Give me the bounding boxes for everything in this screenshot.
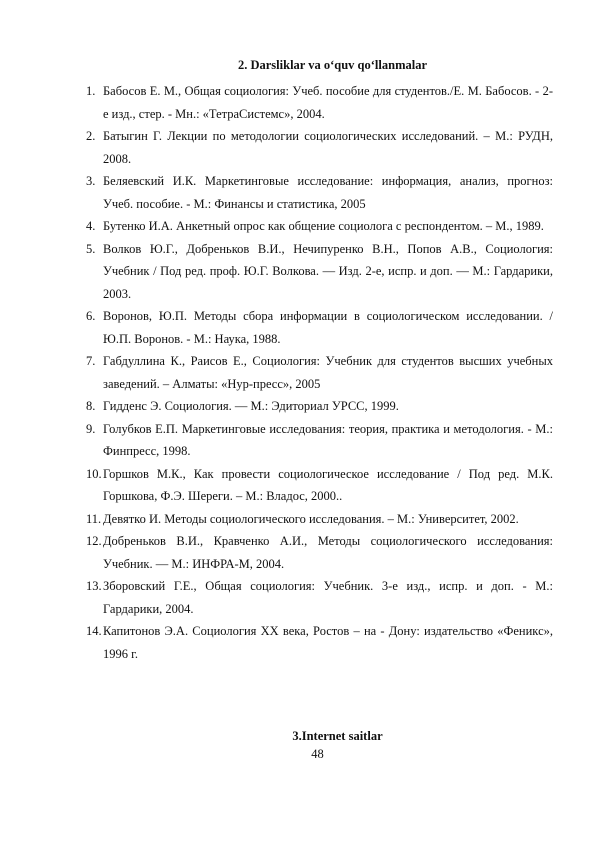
reference-text: Девятко И. Методы социологического исследования. – М.: Университет, 2002. xyxy=(103,511,519,526)
reference-text: Бабосов Е. М., Общая социология: Учеб. пособие для студентов./Е. М. Бабосов. - 2-е изд., стер. - Мн.: «ТетраСистемс», 2004. xyxy=(103,84,553,121)
reference-item xyxy=(86,463,553,508)
reference-text: Бутенко И.А. Анкетный опрос как общение социолога с респондентом. – М., 1989. xyxy=(103,219,544,233)
reference-item xyxy=(86,238,553,306)
reference-number: 9. xyxy=(86,421,96,436)
reference-number: 12. xyxy=(86,534,102,548)
reference-text: Зборовский Г.Е., Общая социология: Учебник. 3-е изд., испр. и доп. - М.: Гардарики, 2004. xyxy=(103,579,553,616)
reference-text: Добреньков В.И., Кравченко А.И., Методы социологического исследования: Учебник. — М.: ИНФРА-М, 2004. xyxy=(103,534,553,571)
reference-item xyxy=(86,530,553,575)
reference-number: 6. xyxy=(86,309,96,323)
reference-list xyxy=(86,80,553,665)
reference-text: Габдуллина К., Раисов Е., Социология: Учебник для студентов высших учебных заведений. – Алматы: «Нур-пресс», 2005 xyxy=(103,354,553,391)
reference-number: 14. xyxy=(86,624,102,638)
reference-item xyxy=(86,418,553,463)
reference-text: Воронов, Ю.П. Методы сбора информации в социологическом исследовании. / Ю.П. Воронов. - М.: Наука, 1988. xyxy=(103,309,553,346)
reference-number: 11. xyxy=(86,511,102,526)
reference-item xyxy=(86,395,553,418)
reference-item xyxy=(86,508,553,531)
reference-item xyxy=(86,170,553,215)
reference-number: 5. xyxy=(86,241,96,256)
reference-text: Горшков М.К., Как провести социологическое исследование / Под ред. М.К. Горшкова, Ф.Э. Шереги. – М.: Владос, 2000.. xyxy=(103,466,553,503)
reference-text: Гидденс Э. Социология. — М.: Эдиториал УРСС, 1999. xyxy=(103,399,399,413)
reference-number: 1. xyxy=(86,84,96,98)
reference-text: Капитонов Э.А. Социология XX века, Ростов – на - Дону: издательство «Феникс», 1996 г. xyxy=(103,624,553,661)
next-section-title: 3.Internet saitlar xyxy=(292,729,383,743)
reference-item xyxy=(86,575,553,620)
page-number: 48 xyxy=(311,747,324,761)
reference-number: 4. xyxy=(86,219,96,233)
reference-item xyxy=(86,215,553,238)
reference-number: 2. xyxy=(86,129,96,143)
reference-number: 10. xyxy=(86,466,102,481)
reference-text: Волков Ю.Г., Добреньков В.И., Нечипуренко В.Н., Попов А.В., Социология: Учебник / Под ред. проф. Ю.Г. Волкова. — Изд. 2-е, испр. и доп. — М.: Гардарики, 2003. xyxy=(103,241,553,301)
reference-number: 3. xyxy=(86,174,96,188)
reference-item xyxy=(86,620,553,665)
reference-item xyxy=(86,80,553,125)
section-title: 2. Darsliklar va o‘quv qo‘llanmalar xyxy=(237,58,428,72)
reference-item xyxy=(86,125,553,170)
reference-text: Беляевский И.К. Маркетинговые исследование: информация, анализ, прогноз: Учеб. пособие. - М.: Финансы и статистика, 2005 xyxy=(103,174,553,211)
reference-number: 7. xyxy=(86,354,96,368)
reference-number: 8. xyxy=(86,399,96,413)
reference-text: Батыгин Г. Лекции по методологии социологических исследований. – М.: РУДН, 2008. xyxy=(103,129,553,166)
reference-number: 13. xyxy=(86,579,102,593)
reference-text: Голубков Е.П. Маркетинговые исследования: теория, практика и методология. - М.: Финпресс, 1998. xyxy=(103,421,553,458)
reference-item xyxy=(86,350,553,395)
reference-item xyxy=(86,305,553,350)
